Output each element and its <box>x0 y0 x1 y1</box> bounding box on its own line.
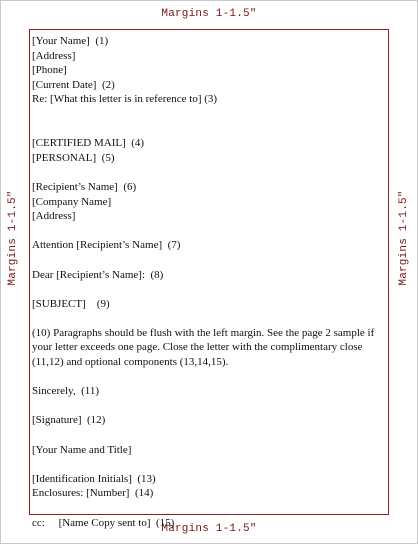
blank-line <box>32 457 384 472</box>
blank-line <box>32 224 384 239</box>
name-and-title: [Your Name and Title] <box>32 443 132 456</box>
blank-line <box>32 165 384 180</box>
blank-line <box>32 370 384 385</box>
blank-line <box>32 428 384 443</box>
blank-line <box>32 311 384 326</box>
right-margin-label: Margins 1-1.5" <box>398 190 410 286</box>
letter-content <box>32 34 384 530</box>
subject-line: [SUBJECT] (9) <box>32 297 110 310</box>
blank-line <box>32 107 384 122</box>
complimentary-close: Sincerely, (11) <box>32 385 99 398</box>
sender-name: [Your Name] (1) <box>32 35 109 47</box>
salutation: Dear [Recipient’s Name]: (8) <box>32 268 164 281</box>
sender-phone: [Phone] <box>32 64 67 77</box>
reference-line: Re: [What this letter is in reference to] (3) <box>32 93 218 106</box>
enclosures-line: Enclosures: [Number] (14) <box>32 487 154 500</box>
current-date: [Current Date] (2) <box>32 78 115 91</box>
identification-initials: [Identification Initials] (13) <box>32 472 156 485</box>
blank-line <box>32 282 384 297</box>
personal-notation: [PERSONAL] (5) <box>32 151 115 164</box>
bottom-margin-label: Margins 1-1.5" <box>161 523 257 535</box>
blank-line <box>32 122 384 137</box>
blank-line <box>32 399 384 414</box>
attention-line: Attention [Recipient’s Name] (7) <box>32 239 181 252</box>
blank-line <box>32 501 384 516</box>
certified-mail: [CERTIFIED MAIL] (4) <box>32 137 145 150</box>
left-margin-label: Margins 1-1.5" <box>7 190 19 286</box>
signature-line: [Signature] (12) <box>32 414 106 427</box>
top-margin-label: Margins 1-1.5" <box>161 8 257 20</box>
sender-address: [Address] <box>32 49 76 62</box>
cc-line: cc: [Name Copy sent to] (15) <box>32 516 175 529</box>
body-paragraph: (10) Paragraphs should be flush with the left margin. See the page 2 sample if your letter exceeds one page. Close the letter with the complimentary close (11,12) and optional components (13,14,15). <box>32 326 375 369</box>
recipient-name: [Recipient’s Name] (6) <box>32 180 137 193</box>
blank-line <box>32 253 384 268</box>
company-name: [Company Name] <box>32 195 112 208</box>
recipient-address: [Address] <box>32 210 76 223</box>
